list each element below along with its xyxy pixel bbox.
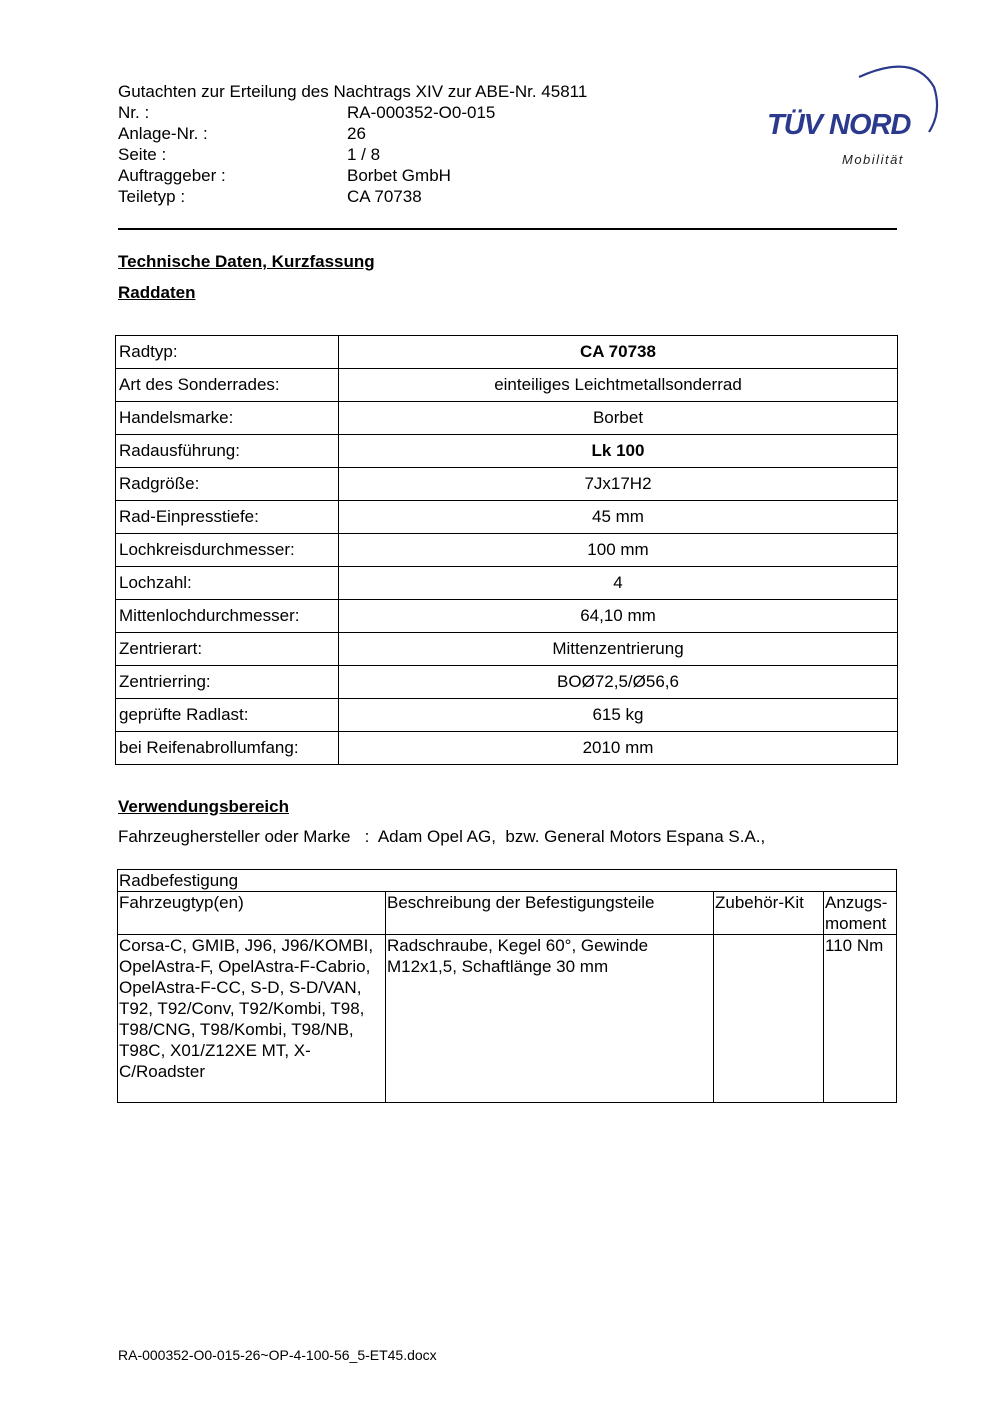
column-header: Beschreibung der Befestigungsteile	[386, 892, 714, 935]
table-title-row	[118, 870, 897, 892]
table-row	[116, 336, 898, 369]
row-label: Radgröße:	[116, 468, 339, 501]
row-value: BOØ72,5/Ø56,6	[339, 666, 898, 699]
table-row	[116, 732, 898, 765]
table-row	[116, 567, 898, 600]
table-title: Radbefestigung	[118, 870, 897, 892]
header-field-label: Nr. :	[118, 103, 150, 122]
table-row	[116, 501, 898, 534]
table-row	[116, 699, 898, 732]
header-field-value: CA 70738	[347, 187, 422, 206]
radbefestigung-table	[117, 869, 897, 1103]
row-value: 2010 mm	[339, 732, 898, 765]
fastener-description-cell: Radschraube, Kegel 60°, Gewinde M12x1,5, Schaftlänge 30 mm	[386, 935, 714, 1103]
row-label: bei Reifenabrollumfang:	[116, 732, 339, 765]
row-label: Mittenlochdurchmesser:	[116, 600, 339, 633]
vehicle-types-cell: Corsa-C, GMIB, J96, J96/KOMBI, OpelAstra-F, OpelAstra-F-Cabrio, OpelAstra-F-CC, S-D, S-D/VAN, T92, T92/Conv, T92/Kombi, T98, T98/CNG, T98/Kombi, T98/NB, T98C, X01/Z12XE MT, X-C/Roadster	[118, 935, 386, 1103]
row-value: 100 mm	[339, 534, 898, 567]
header-field-label: Anlage-Nr. :	[118, 124, 208, 143]
row-value: 7Jx17H2	[339, 468, 898, 501]
row-value: Mittenzentrierung	[339, 633, 898, 666]
table-row	[116, 633, 898, 666]
table-row	[116, 468, 898, 501]
row-value: Borbet	[339, 402, 898, 435]
row-label: Zentrierart:	[116, 633, 339, 666]
section-heading-verwendungsbereich: Verwendungsbereich	[118, 797, 289, 816]
header-field-label: Teiletyp :	[118, 187, 186, 206]
row-label: geprüfte Radlast:	[116, 699, 339, 732]
section-heading-raddaten: Raddaten	[118, 283, 196, 302]
header-field-value: RA-000352-O0-015	[347, 103, 496, 122]
section-heading-technische-daten: Technische Daten, Kurzfassung	[118, 252, 375, 271]
row-value: 4	[339, 567, 898, 600]
row-label: Lochkreisdurchmesser:	[116, 534, 339, 567]
row-label: Zentrierring:	[116, 666, 339, 699]
column-header: Anzugs- moment	[824, 892, 897, 935]
header-divider	[118, 228, 897, 230]
row-value: 64,10 mm	[339, 600, 898, 633]
table-row	[116, 534, 898, 567]
header-field-label: Auftraggeber :	[118, 166, 226, 185]
column-header: Zubehör-Kit	[714, 892, 824, 935]
raddaten-table	[115, 335, 898, 765]
column-header: Fahrzeugtyp(en)	[118, 892, 386, 935]
row-label: Rad-Einpresstiefe:	[116, 501, 339, 534]
row-value: 615 kg	[339, 699, 898, 732]
logo-subtext: Mobilität	[842, 152, 904, 167]
header-field-value: 26	[347, 124, 366, 143]
row-value: 45 mm	[339, 501, 898, 534]
row-label: Handelsmarke:	[116, 402, 339, 435]
document-title: Gutachten zur Erteilung des Nachtrags XIV zur ABE-Nr. 45811	[118, 82, 588, 101]
logo-wordmark: TÜV NORD	[767, 109, 911, 141]
row-value: CA 70738	[339, 336, 898, 369]
torque-cell: 110 Nm	[824, 935, 897, 1103]
header-field-label: Seite :	[118, 145, 167, 164]
table-row	[116, 369, 898, 402]
table-row	[116, 435, 898, 468]
table-row	[118, 935, 897, 1103]
kit-cell	[714, 935, 824, 1103]
table-row	[116, 600, 898, 633]
row-label: Radtyp:	[116, 336, 339, 369]
header-field-value: 1 / 8	[347, 145, 381, 164]
row-label: Lochzahl:	[116, 567, 339, 600]
footer-filename: RA-000352-O0-015-26~OP-4-100-56_5-ET45.docx	[118, 1347, 437, 1363]
tuv-nord-logo	[764, 57, 944, 172]
manufacturer-line: Fahrzeughersteller oder Marke : Adam Opel AG, bzw. General Motors Espana S.A.,	[118, 827, 766, 846]
row-value: einteiliges Leichtmetallsonderrad	[339, 369, 898, 402]
header-field-value: Borbet GmbH	[347, 166, 451, 185]
row-label: Radausführung:	[116, 435, 339, 468]
row-label: Art des Sonderrades:	[116, 369, 339, 402]
table-row	[116, 666, 898, 699]
row-value: Lk 100	[339, 435, 898, 468]
table-header-row	[118, 892, 897, 935]
table-row	[116, 402, 898, 435]
